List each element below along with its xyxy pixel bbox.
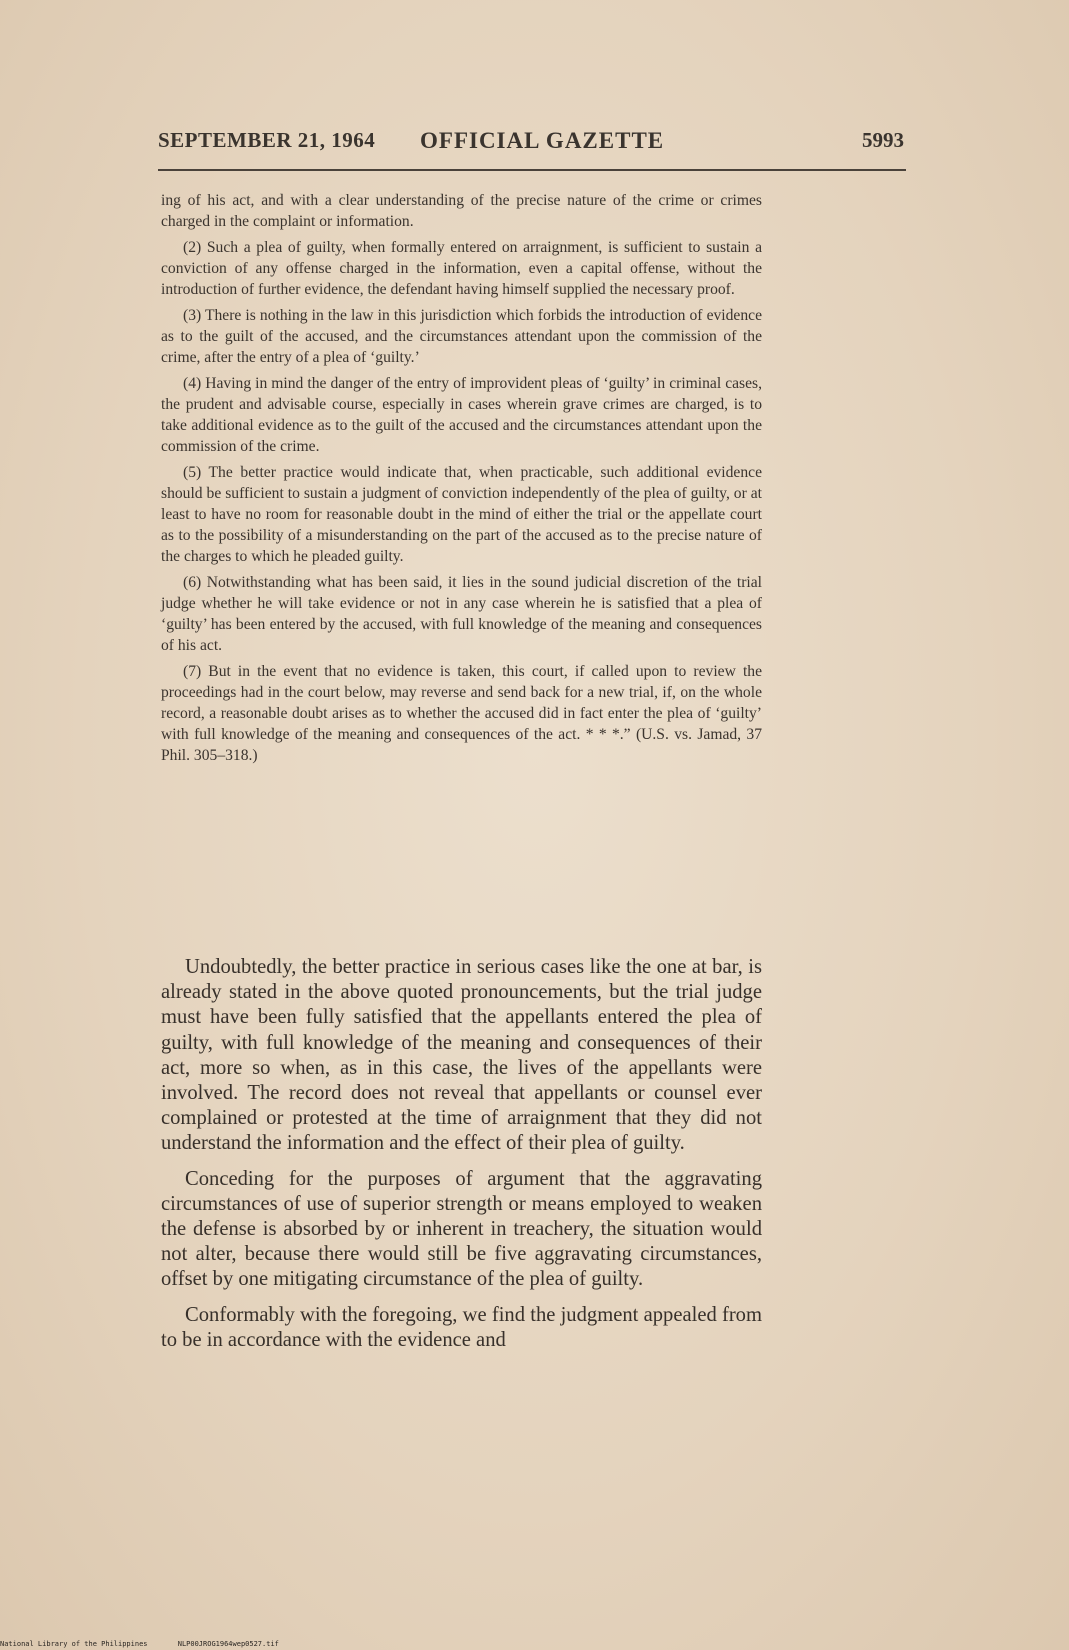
header-page-number: 5993	[862, 128, 904, 152]
footer-library: National Library of the Philippines	[0, 1640, 148, 1648]
scan-footer	[0, 1640, 305, 1648]
quoted-paragraph-4: (4) Having in mind the danger of the entry of improvident pleas of ‘guilty’ in criminal cases, the prudent and advisable course, especially in cases wherein grave crimes are charged, is to take additional evidence as to the guilt of the accused and the circumstances attendant upon the commission of the crime.	[161, 375, 762, 455]
footer-file-id: NLP00JROG1964wep0527.tif	[177, 1640, 279, 1648]
quoted-paragraph-5: (5) The better practice would indicate that, when practicable, such additional evidence should be sufficient to sustain a judgment of conviction independently of the plea of guilty, or at least to have no room for reasonable doubt in the mind of either the trial or the appellate court as to the possibility of a misunderstanding on the part of the accused as to the precise nature of the charges to which he pleaded guilty.	[161, 464, 762, 565]
body-paragraph-2: Conceding for the purposes of argument that the aggravating circumstances of use of superior strength or means employed to weaken the defense is absorbed by or inherent in treachery, the situation would not alter, because there would still be five aggravating circumstances, offset by one mitigating circumstance of the plea of guilty.	[161, 1167, 762, 1291]
body-section	[161, 955, 762, 1363]
page-header	[158, 128, 904, 158]
quoted-paragraph-6: (6) Notwithstanding what has been said, it lies in the sound judicial discretion of the trial judge whether he will take evidence or not in any case wherein he is satisfied that a plea of ‘guilty’ has been entered by the accused, with full knowledge of the meaning and consequences of his act.	[161, 574, 762, 654]
header-rule	[158, 169, 906, 171]
quoted-paragraph-7: (7) But in the event that no evidence is taken, this court, if called upon to review the proceedings had in the court below, may reverse and send back for a new trial, if, on the whole record, a reasonable doubt arises as to whether the accused did in fact enter the plea of ‘guilty’ with full knowledge of the meaning and consequences of the act. * * *.” (U.S. vs. Jamad, 37 Phil. 305–318.)	[161, 663, 762, 764]
quoted-paragraph-3: (3) There is nothing in the law in this jurisdiction which forbids the introduction of evidence as to the guilt of the accused, and the circumstances attendant upon the commission of the crime, after the entry of a plea of ‘guilty.’	[161, 307, 762, 366]
quoted-paragraph-2: (2) Such a plea of guilty, when formally entered on arraignment, is sufficient to sustain a conviction of any offense charged in the information, even a capital offense, without the introduction of further evidence, the defendant having himself supplied the necessary proof.	[161, 239, 762, 298]
header-date: SEPTEMBER 21, 1964	[158, 128, 376, 152]
header-title: OFFICIAL GAZETTE	[420, 128, 665, 153]
quoted-paragraph-continuation: ing of his act, and with a clear understanding of the precise nature of the crime or crimes charged in the complaint or information.	[161, 192, 762, 230]
body-paragraph-3: Conformably with the foregoing, we find the judgment appealed from to be in accordance with the evidence and	[161, 1303, 762, 1351]
quoted-section	[161, 190, 762, 771]
body-paragraph-1: Undoubtedly, the better practice in serious cases like the one at bar, is already stated in the above quoted pronouncements, but the trial judge must have been fully satisfied that the appellants entered the plea of guilty, with full knowledge of the meaning and consequences of their act, more so when, as in this case, the lives of the appellants were involved. The record does not reveal that appellants or counsel ever complained or protested at the time of arraignment that they did not understand the information and the effect of their plea of guilty.	[161, 956, 762, 1155]
